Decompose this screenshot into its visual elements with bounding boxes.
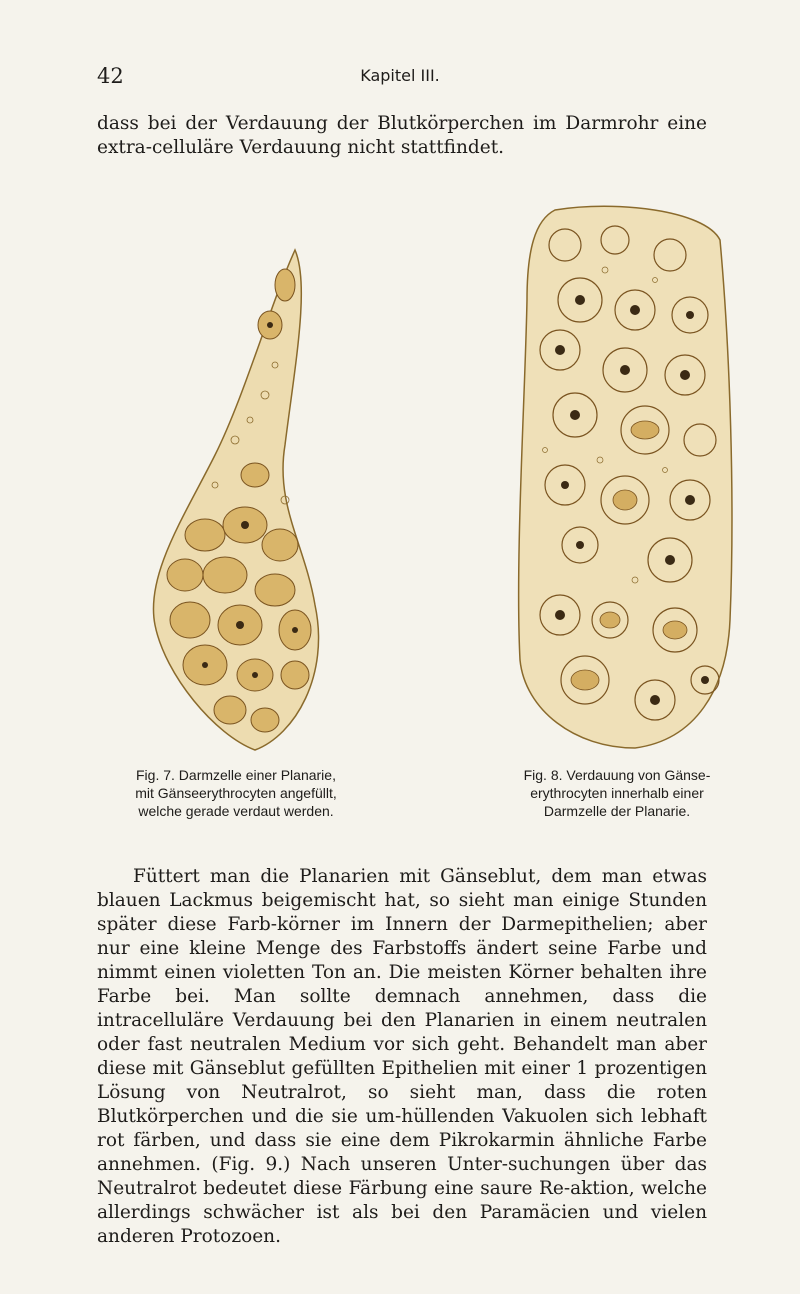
figure-7-illustration <box>145 245 335 755</box>
running-title: Kapitel III. <box>360 66 440 85</box>
intro-paragraph: dass bei der Verdauung der Blutkörperchen im Darmrohr eine extra-celluläre Verdauung nicht stattfindet. <box>97 113 707 158</box>
body-paragraph: Füttert man die Planarien mit Gänseblut, dem man etwas blauen Lackmus beigemischt hat, so sieht man einige Stunden später diese Farb-körner im Innern der Darmepithelien; aber nur eine kleine Menge des Farbstoffs ändert seine Farbe und nimmt einen violetten Ton an. Die meisten Körner behalten ihre Farbe bei. Man sollte demnach annehmen, dass die intracelluläre Verdauung bei den Planarien in einem neutralen oder fast neutralen Medium vor sich geht. Behandelt man aber diese mit Gänseblut gefüllten Epithelien mit einer 1 prozentigen Lösung von Neutralrot, so sieht man, dass die roten Blutkörperchen und die sie um-hüllenden Vakuolen sich lebhaft rot färben, und dass sie eine dem Pikrokarmin ähnliche Farbe annehmen. (Fig. 9.) Nach unseren Unter-suchungen über das Neutralrot bedeutet diese Färbung eine saure Re-aktion, welche allerdings schwächer ist als bei den Paramäcien und vielen anderen Protozoen. <box>97 866 707 1247</box>
figure-7-caption-line: mit Gänseerythrocyten angefüllt, <box>135 785 337 801</box>
page-header <box>0 64 800 94</box>
figure-7-caption-line: Fig. 7. Darmzelle einer Planarie, <box>136 767 336 783</box>
figure-7-caption-line: welche gerade verdaut werden. <box>138 803 334 819</box>
figure-7-caption <box>86 766 386 820</box>
figure-8-caption-line: Fig. 8. Verdauung von Gänse- <box>523 767 711 783</box>
page-number: 42 <box>97 64 124 88</box>
figure-8-drawing <box>505 200 735 755</box>
figure-7-drawing <box>145 245 335 755</box>
figure-8-caption-line: Darmzelle der Planarie. <box>543 803 691 819</box>
figure-8-caption-line: erythrocyten innerhalb einer <box>530 785 704 801</box>
figure-8-illustration <box>505 200 735 755</box>
figure-8-caption <box>472 766 762 820</box>
